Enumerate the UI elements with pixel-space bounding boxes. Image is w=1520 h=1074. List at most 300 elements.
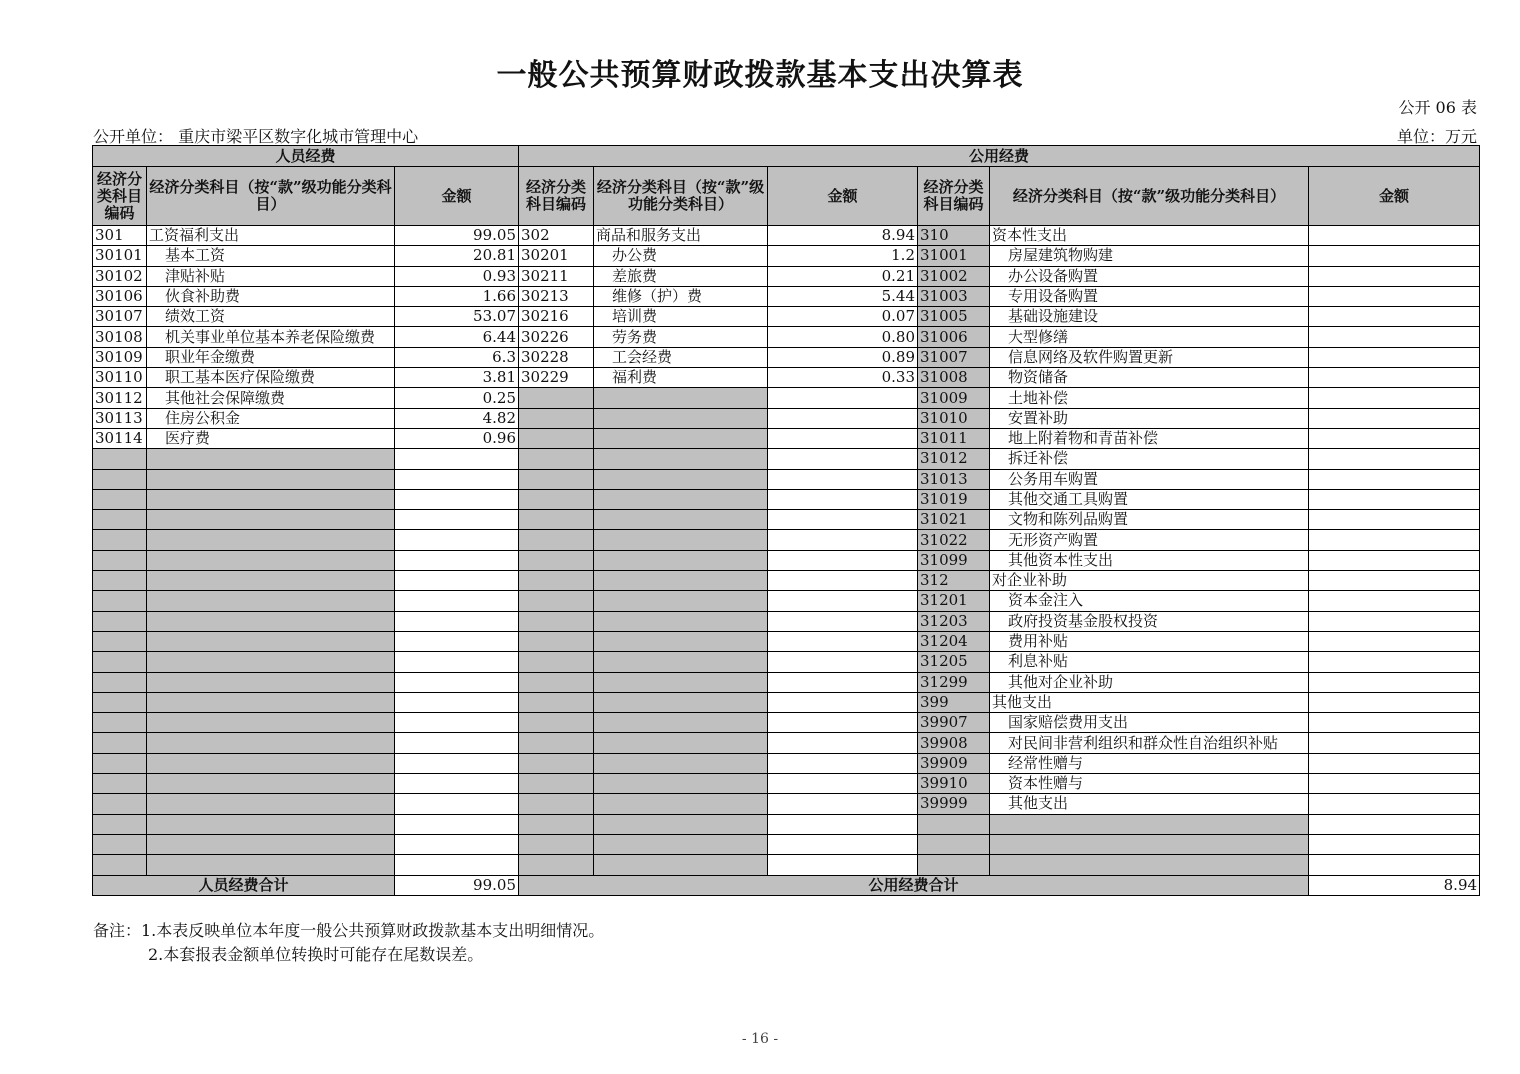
code-cell	[519, 510, 594, 530]
code-cell: 31022	[918, 530, 990, 550]
amount-cell	[395, 814, 519, 834]
amount-cell: 4.82	[395, 408, 519, 428]
name-cell	[147, 489, 395, 509]
name-cell	[147, 652, 395, 672]
name-cell: 培训费	[594, 307, 768, 327]
amount-cell	[768, 571, 918, 591]
amount-cell	[1309, 591, 1480, 611]
name-cell	[594, 388, 768, 408]
amount-cell	[1309, 611, 1480, 631]
amount-cell	[768, 774, 918, 794]
amount-cell	[395, 672, 519, 692]
amount-cell	[395, 794, 519, 814]
table-row	[93, 814, 1480, 834]
amount-cell	[768, 550, 918, 570]
name-cell: 工资福利支出	[147, 226, 395, 246]
code-cell	[93, 571, 147, 591]
amount-cell: 6.3	[395, 347, 519, 367]
name-cell	[594, 469, 768, 489]
amount-cell	[395, 591, 519, 611]
code-cell	[519, 753, 594, 773]
code-cell: 39908	[918, 733, 990, 753]
header-code: 经济分类科目编码	[519, 167, 594, 226]
name-cell	[147, 611, 395, 631]
name-cell: 基本工资	[147, 246, 395, 266]
code-cell: 31002	[918, 266, 990, 286]
amount-cell	[395, 652, 519, 672]
code-cell: 31001	[918, 246, 990, 266]
code-cell	[519, 611, 594, 631]
section-personnel: 人员经费	[93, 146, 519, 167]
section-public: 公用经费	[519, 146, 1480, 167]
code-cell	[519, 794, 594, 814]
name-cell: 信息网络及软件购置更新	[990, 347, 1309, 367]
amount-cell	[1309, 347, 1480, 367]
code-cell: 31201	[918, 591, 990, 611]
amount-cell	[768, 672, 918, 692]
amount-cell	[1309, 855, 1480, 875]
code-cell: 30112	[93, 388, 147, 408]
amount-cell	[1309, 571, 1480, 591]
code-cell	[519, 814, 594, 834]
table-row	[93, 449, 1480, 469]
name-cell	[147, 733, 395, 753]
code-cell: 31007	[918, 347, 990, 367]
table-row	[93, 550, 1480, 570]
amount-cell	[1309, 672, 1480, 692]
name-cell: 医疗费	[147, 428, 395, 448]
name-cell: 职工基本医疗保险缴费	[147, 368, 395, 388]
amount-cell: 5.44	[768, 286, 918, 306]
code-cell: 39909	[918, 753, 990, 773]
name-cell	[594, 753, 768, 773]
amount-cell: 0.21	[768, 266, 918, 286]
name-cell	[147, 834, 395, 854]
amount-cell	[1309, 753, 1480, 773]
public-total-label: 公用经费合计	[519, 875, 1309, 895]
table-row	[93, 286, 1480, 306]
name-cell	[147, 550, 395, 570]
public-total-value: 8.94	[1309, 875, 1480, 895]
table-row	[93, 834, 1480, 854]
name-cell: 经常性赠与	[990, 753, 1309, 773]
code-cell: 30229	[519, 368, 594, 388]
amount-cell	[395, 530, 519, 550]
amount-cell	[768, 469, 918, 489]
name-cell	[594, 530, 768, 550]
name-cell	[594, 692, 768, 712]
code-cell: 31203	[918, 611, 990, 631]
code-cell: 31021	[918, 510, 990, 530]
amount-cell	[1309, 327, 1480, 347]
amount-cell	[768, 753, 918, 773]
amount-cell: 53.07	[395, 307, 519, 327]
amount-cell	[1309, 550, 1480, 570]
name-cell: 其他资本性支出	[990, 550, 1309, 570]
code-cell	[93, 611, 147, 631]
amount-cell	[395, 733, 519, 753]
table-row	[93, 347, 1480, 367]
code-cell: 30228	[519, 347, 594, 367]
name-cell: 无形资产购置	[990, 530, 1309, 550]
table-row	[93, 672, 1480, 692]
name-cell: 津贴补贴	[147, 266, 395, 286]
table-row	[93, 368, 1480, 388]
code-cell	[519, 388, 594, 408]
code-cell	[519, 571, 594, 591]
name-cell: 对民间非营利组织和群众性自治组织补贴	[990, 733, 1309, 753]
code-cell: 30108	[93, 327, 147, 347]
notes	[93, 919, 604, 967]
code-cell: 31008	[918, 368, 990, 388]
name-cell: 住房公积金	[147, 408, 395, 428]
amount-cell	[768, 652, 918, 672]
table-row	[93, 713, 1480, 733]
name-cell: 专用设备购置	[990, 286, 1309, 306]
code-cell	[519, 631, 594, 651]
code-cell	[519, 530, 594, 550]
code-cell: 399	[918, 692, 990, 712]
code-cell	[519, 408, 594, 428]
amount-cell	[1309, 774, 1480, 794]
code-cell	[519, 692, 594, 712]
amount-cell	[768, 489, 918, 509]
name-cell: 公务用车购置	[990, 469, 1309, 489]
code-cell: 30226	[519, 327, 594, 347]
amount-cell: 1.66	[395, 286, 519, 306]
header-amount: 金额	[395, 167, 519, 226]
code-cell: 30113	[93, 408, 147, 428]
table-row	[93, 428, 1480, 448]
amount-cell	[1309, 692, 1480, 712]
name-cell: 费用补贴	[990, 631, 1309, 651]
name-cell: 文物和陈列品购置	[990, 510, 1309, 530]
code-cell	[918, 814, 990, 834]
name-cell	[594, 591, 768, 611]
code-cell: 31011	[918, 428, 990, 448]
amount-cell	[395, 571, 519, 591]
name-cell: 福利费	[594, 368, 768, 388]
table-row	[93, 571, 1480, 591]
amount-cell: 0.33	[768, 368, 918, 388]
name-cell: 利息补贴	[990, 652, 1309, 672]
amount-cell	[768, 428, 918, 448]
table-row	[93, 692, 1480, 712]
name-cell	[147, 510, 395, 530]
amount-cell	[395, 449, 519, 469]
name-cell: 土地补偿	[990, 388, 1309, 408]
amount-cell	[768, 530, 918, 550]
header-name: 经济分类科目（按“款”级功能分类科目）	[594, 167, 768, 226]
name-cell: 差旅费	[594, 266, 768, 286]
amount-cell: 0.93	[395, 266, 519, 286]
code-cell: 30114	[93, 428, 147, 448]
name-cell	[594, 611, 768, 631]
name-cell	[147, 713, 395, 733]
amount-cell: 0.96	[395, 428, 519, 448]
reporting-unit: 公开单位： 重庆市梁平区数字化城市管理中心	[93, 127, 419, 146]
header-name: 经济分类科目（按“款”级功能分类科目）	[147, 167, 395, 226]
name-cell	[594, 774, 768, 794]
code-cell	[519, 449, 594, 469]
personnel-total-label: 人员经费合计	[93, 875, 395, 895]
code-cell: 31005	[918, 307, 990, 327]
name-cell: 绩效工资	[147, 307, 395, 327]
note-line: 备注：1.本表反映单位本年度一般公共预算财政拨款基本支出明细情况。	[93, 921, 605, 940]
code-cell: 31019	[918, 489, 990, 509]
amount-cell: 0.07	[768, 307, 918, 327]
code-cell	[519, 834, 594, 854]
code-cell	[93, 753, 147, 773]
code-cell	[519, 733, 594, 753]
amount-cell	[1309, 469, 1480, 489]
code-cell	[93, 713, 147, 733]
name-cell	[990, 814, 1309, 834]
amount-cell	[395, 692, 519, 712]
amount-cell	[1309, 307, 1480, 327]
name-cell	[147, 794, 395, 814]
amount-cell	[395, 550, 519, 570]
amount-cell	[395, 834, 519, 854]
name-cell	[147, 591, 395, 611]
name-cell: 职业年金缴费	[147, 347, 395, 367]
amount-cell	[395, 469, 519, 489]
amount-cell	[1309, 368, 1480, 388]
amount-cell: 8.94	[768, 226, 918, 246]
name-cell	[594, 408, 768, 428]
table-row	[93, 408, 1480, 428]
table-row	[93, 794, 1480, 814]
name-cell: 资本性赠与	[990, 774, 1309, 794]
name-cell: 资本性支出	[990, 226, 1309, 246]
name-cell	[147, 692, 395, 712]
amount-cell	[1309, 489, 1480, 509]
code-cell: 30106	[93, 286, 147, 306]
code-cell	[93, 834, 147, 854]
amount-cell	[395, 753, 519, 773]
name-cell: 国家赔偿费用支出	[990, 713, 1309, 733]
code-cell: 31299	[918, 672, 990, 692]
code-cell: 31006	[918, 327, 990, 347]
amount-cell	[768, 408, 918, 428]
table-row	[93, 266, 1480, 286]
amount-cell: 99.05	[395, 226, 519, 246]
code-cell: 30110	[93, 368, 147, 388]
name-cell: 其他交通工具购置	[990, 489, 1309, 509]
code-cell: 30213	[519, 286, 594, 306]
code-cell: 30102	[93, 266, 147, 286]
code-cell	[519, 652, 594, 672]
amount-cell	[1309, 713, 1480, 733]
amount-cell	[768, 713, 918, 733]
unit-row	[93, 124, 1477, 144]
name-cell	[147, 753, 395, 773]
code-cell	[93, 672, 147, 692]
amount-cell	[1309, 834, 1480, 854]
code-cell: 312	[918, 571, 990, 591]
amount-cell	[1309, 388, 1480, 408]
name-cell: 工会经费	[594, 347, 768, 367]
amount-cell	[768, 733, 918, 753]
name-cell: 政府投资基金股权投资	[990, 611, 1309, 631]
name-cell	[147, 774, 395, 794]
name-cell: 办公费	[594, 246, 768, 266]
table-row	[93, 226, 1480, 246]
amount-cell	[1309, 286, 1480, 306]
table-row	[93, 246, 1480, 266]
name-cell: 地上附着物和青苗补偿	[990, 428, 1309, 448]
code-cell: 30109	[93, 347, 147, 367]
code-cell	[519, 672, 594, 692]
code-cell: 31009	[918, 388, 990, 408]
code-cell: 31099	[918, 550, 990, 570]
code-cell: 30101	[93, 246, 147, 266]
code-cell: 30201	[519, 246, 594, 266]
code-cell: 31205	[918, 652, 990, 672]
table-row	[93, 855, 1480, 875]
amount-cell: 0.25	[395, 388, 519, 408]
code-cell	[519, 774, 594, 794]
table-row	[93, 753, 1480, 773]
name-cell: 安置补助	[990, 408, 1309, 428]
name-cell: 维修（护）费	[594, 286, 768, 306]
amount-cell	[1309, 652, 1480, 672]
table-row	[93, 631, 1480, 651]
name-cell	[147, 571, 395, 591]
code-cell	[93, 489, 147, 509]
amount-cell	[768, 834, 918, 854]
code-cell: 39907	[918, 713, 990, 733]
code-cell	[93, 510, 147, 530]
header-amount: 金额	[768, 167, 918, 226]
code-cell	[93, 855, 147, 875]
code-cell: 30216	[519, 307, 594, 327]
name-cell	[990, 855, 1309, 875]
amount-cell	[1309, 631, 1480, 651]
amount-cell	[395, 774, 519, 794]
name-cell	[594, 794, 768, 814]
currency-unit: 单位：万元	[1396, 127, 1477, 146]
amount-cell	[395, 713, 519, 733]
amount-cell	[768, 855, 918, 875]
code-cell	[93, 530, 147, 550]
amount-cell	[395, 855, 519, 875]
name-cell	[147, 672, 395, 692]
code-cell	[519, 855, 594, 875]
name-cell: 大型修缮	[990, 327, 1309, 347]
code-cell	[93, 652, 147, 672]
name-cell	[594, 814, 768, 834]
name-cell	[594, 449, 768, 469]
amount-cell: 20.81	[395, 246, 519, 266]
name-cell	[594, 571, 768, 591]
header-name: 经济分类科目（按“款”级功能分类科目）	[990, 167, 1309, 226]
table-row	[93, 530, 1480, 550]
name-cell: 劳务费	[594, 327, 768, 347]
code-cell: 310	[918, 226, 990, 246]
code-cell	[93, 733, 147, 753]
name-cell	[594, 510, 768, 530]
code-cell	[519, 489, 594, 509]
code-cell	[93, 774, 147, 794]
code-cell: 30211	[519, 266, 594, 286]
amount-cell	[1309, 266, 1480, 286]
amount-cell	[768, 510, 918, 530]
table-row	[93, 510, 1480, 530]
amount-cell	[1309, 408, 1480, 428]
code-cell	[93, 550, 147, 570]
header-code: 经济分类科目编码	[918, 167, 990, 226]
header-amount: 金额	[1309, 167, 1480, 226]
code-cell: 31010	[918, 408, 990, 428]
code-cell	[93, 469, 147, 489]
form-code: 公开 06 表	[1398, 98, 1477, 117]
table-row	[93, 307, 1480, 327]
amount-cell	[768, 388, 918, 408]
table-row	[93, 733, 1480, 753]
amount-cell	[395, 489, 519, 509]
amount-cell: 1.2	[768, 246, 918, 266]
name-cell	[594, 428, 768, 448]
table-row	[93, 327, 1480, 347]
name-cell	[594, 855, 768, 875]
amount-cell	[1309, 428, 1480, 448]
amount-cell	[768, 449, 918, 469]
name-cell	[147, 469, 395, 489]
code-cell: 31003	[918, 286, 990, 306]
name-cell	[594, 631, 768, 651]
amount-cell: 0.89	[768, 347, 918, 367]
note-line: 2.本套报表金额单位转换时可能存在尾数误差。	[148, 945, 484, 964]
amount-cell	[768, 591, 918, 611]
code-cell: 39999	[918, 794, 990, 814]
name-cell: 基础设施建设	[990, 307, 1309, 327]
table-row	[93, 652, 1480, 672]
name-cell	[594, 713, 768, 733]
name-cell: 对企业补助	[990, 571, 1309, 591]
code-cell: 302	[519, 226, 594, 246]
code-cell	[519, 469, 594, 489]
amount-cell	[1309, 449, 1480, 469]
name-cell	[147, 855, 395, 875]
code-cell	[93, 449, 147, 469]
amount-cell	[395, 631, 519, 651]
code-cell: 30107	[93, 307, 147, 327]
name-cell: 物资储备	[990, 368, 1309, 388]
code-cell: 31012	[918, 449, 990, 469]
name-cell	[594, 550, 768, 570]
table-row	[93, 774, 1480, 794]
name-cell: 机关事业单位基本养老保险缴费	[147, 327, 395, 347]
name-cell: 房屋建筑物购建	[990, 246, 1309, 266]
amount-cell	[1309, 794, 1480, 814]
amount-cell	[1309, 510, 1480, 530]
table-row	[93, 611, 1480, 631]
amount-cell	[1309, 530, 1480, 550]
code-cell	[93, 814, 147, 834]
table-row	[93, 388, 1480, 408]
code-cell: 31204	[918, 631, 990, 651]
name-cell: 资本金注入	[990, 591, 1309, 611]
name-cell: 其他支出	[990, 692, 1309, 712]
amount-cell	[1309, 226, 1480, 246]
amount-cell: 0.80	[768, 327, 918, 347]
name-cell: 商品和服务支出	[594, 226, 768, 246]
name-cell: 其他支出	[990, 794, 1309, 814]
code-cell	[93, 591, 147, 611]
amount-cell: 6.44	[395, 327, 519, 347]
name-cell	[594, 733, 768, 753]
